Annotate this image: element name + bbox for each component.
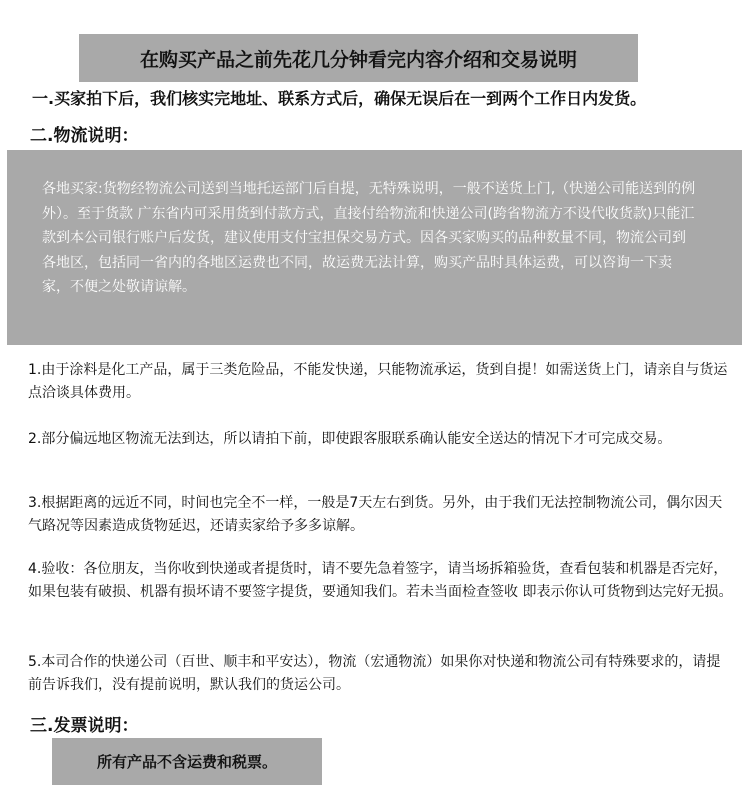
section-invoice-heading: 三.发票说明： — [30, 716, 139, 736]
section-logistics-heading: 二.物流说明： — [30, 126, 139, 146]
page-title-banner — [79, 34, 638, 82]
invoice-info-text: 所有产品不含运费和税票。 — [96, 753, 277, 771]
page-title: 在购买产品之前先花几分钟看完内容介绍和交易说明 — [139, 48, 577, 71]
logistics-info-text: 各地买家:货物经物流公司送到当地托运部门后自提，无特殊说明，一般不送货上门,（快递公司能送到的例外）。至于货款 广东省内可采用货到付款方式，直接付给物流和快递公司(跨省物流方不设代收货款)只能汇款到本公司银行账户后发货，建议使用支付宝担保交易方式。因各买家购买的品种数量不同，物流公司到各地区，包括同一省内的各地区运费也不同，故运费无法计算，购买产品时具体运费，可以咨询一下卖家，不便之处敬请谅解。 — [42, 181, 696, 295]
note-item-4: 4.验收：各位朋友，当你收到快递或者提货时，请不要先急着签字，请当场拆箱验货，查看包装和机器是否完好，如果包装有破损、机器有损坏请不要签字提货，要通知我们。若未当面检查签收 即表示你认可货物到达完好无损。 — [28, 561, 733, 600]
logistics-info-box — [7, 150, 742, 345]
invoice-info-box — [52, 738, 322, 785]
note-item-2: 2.部分偏远地区物流无法到达，所以请拍下前，即使跟客服联系确认能安全送达的情况下才可完成交易。 — [28, 431, 672, 447]
note-item-1: 1.由于涂料是化工产品，属于三类危险品，不能发快递，只能物流承运，货到自提！如需送货上门，请亲自与货运点洽谈具体费用。 — [28, 362, 728, 401]
section-shipping-time: 一.买家拍下后，我们核实完地址、联系方式后，确保无误后在一到两个工作日内发货。 — [32, 89, 647, 108]
note-item-5: 5.本司合作的快递公司（百世、顺丰和平安达），物流（宏通物流）如果你对快递和物流公司有特殊要求的，请提前告诉我们，没有提前说明，默认我们的货运公司。 — [28, 654, 721, 693]
note-item-3: 3.根据距离的远近不同，时间也完全不一样，一般是7天左右到货。另外，由于我们无法控制物流公司，偶尔因天气路况等因素造成货物延迟，还请卖家给予多多谅解。 — [28, 495, 723, 534]
